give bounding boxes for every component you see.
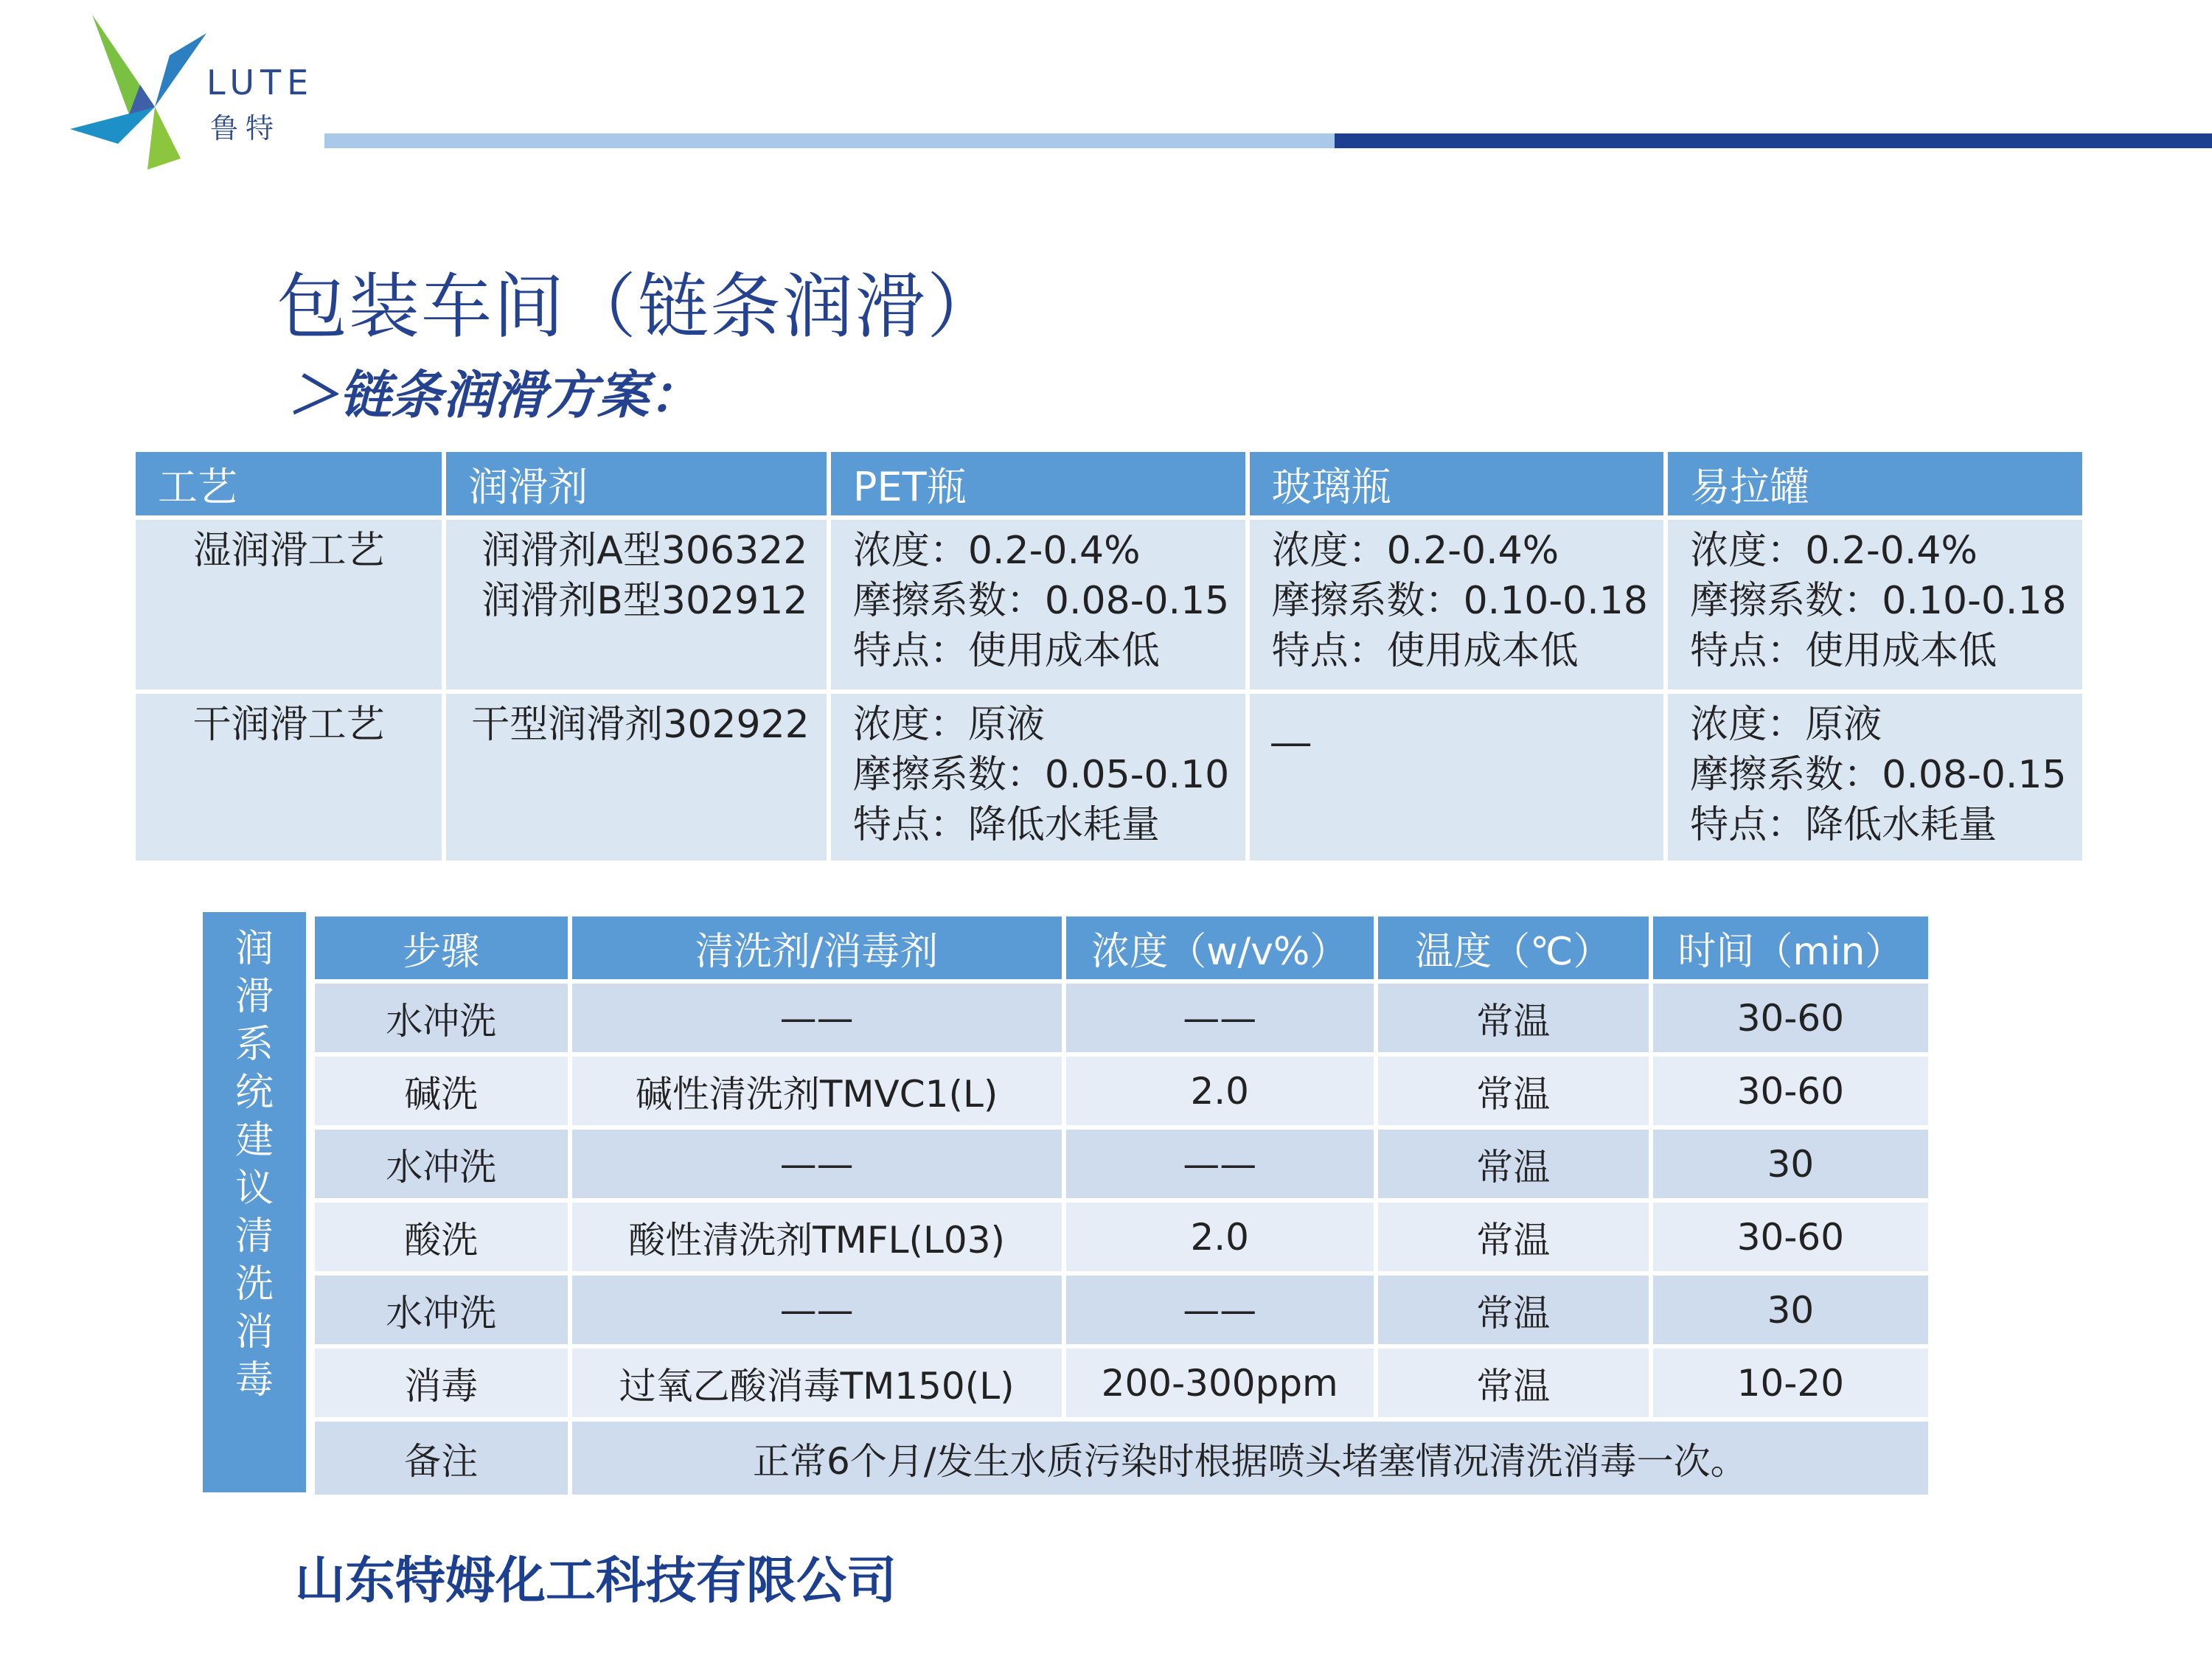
cell-line: 浓度：原液 [1690,703,1882,747]
cell-line: 浓度：0.2-0.4% [852,529,1141,573]
cell-temperature: 常温 [1376,981,1651,1054]
side-char: 清 [234,1214,274,1259]
cell-line: __ [1271,703,1310,747]
header-concentration: 浓度（w/v%） [1064,914,1376,981]
cell-line: 润滑剂A型306322 [481,529,808,573]
table-row [313,1054,1930,1127]
cell-step: 碱洗 [313,1054,570,1127]
lubrication-plan-table [131,448,2087,865]
header-bar-light [324,133,1335,148]
cell-can [1666,692,2084,863]
side-char: 建 [234,1119,274,1163]
cell-agent: 过氧乙酸消毒TM150(L) [570,1346,1064,1419]
cell-agent: —— [570,1273,1064,1346]
cell-time: 30 [1651,1273,1930,1346]
cell-agent: —— [570,1127,1064,1200]
side-char: 系 [234,1023,274,1067]
side-char: 消 [234,1310,274,1354]
header-process: 工艺 [133,450,444,518]
cell-line: 摩擦系数：0.08-0.15 [852,579,1230,623]
cell-line: 特点：使用成本低 [852,629,1160,673]
table-row [313,981,1930,1054]
header-agent: 清洗剂/消毒剂 [570,914,1064,981]
header-glass: 玻璃瓶 [1248,450,1666,518]
header-pet: PET瓶 [829,450,1248,518]
cell-temperature: 常温 [1376,1273,1651,1346]
cell-concentration: 2.0 [1064,1054,1376,1127]
cell-agent: 碱性清洗剂TMVC1(L) [570,1054,1064,1127]
cell-agent: 酸性清洗剂TMFL(L03) [570,1200,1064,1273]
table-row [133,518,2084,692]
header-bar-dark [1335,133,2212,148]
table-header-row [133,450,2084,518]
cell-temperature: 常温 [1376,1200,1651,1273]
company-name-footer: 山东特姆化工科技有限公司 [295,1552,897,1610]
cell-note-text: 正常6个月/发生水质污染时根据喷头堵塞情况清洗消毒一次。 [570,1419,1930,1497]
side-char: 统 [234,1071,274,1115]
cell-concentration: —— [1064,1127,1376,1200]
cell-time: 10-20 [1651,1346,1930,1419]
cell-concentration: 200-300ppm [1064,1346,1376,1419]
cell-note-label: 备注 [313,1419,570,1497]
cell-step: 水冲洗 [313,981,570,1054]
table-row [313,1200,1930,1273]
cell-step: 水冲洗 [313,1273,570,1346]
cell-time: 30-60 [1651,981,1930,1054]
cell-line: 特点：使用成本低 [1271,629,1579,673]
side-char: 议 [234,1166,274,1211]
cell-line: 特点：使用成本低 [1690,629,1997,673]
table-row [133,692,2084,863]
logo-subname: 鲁特 [210,112,282,145]
cell-pet [829,692,1248,863]
side-char: 毒 [234,1358,274,1402]
cell-line: 摩擦系数：0.10-0.18 [1271,579,1648,623]
cell-glass [1248,692,1666,863]
cell-line: 特点：降低水耗量 [1690,803,1997,847]
page-title: 包装车间（链条润滑） [276,265,999,348]
table-header-row [313,914,1930,981]
cell-line: 摩擦系数：0.10-0.18 [1690,579,2067,623]
cell-temperature: 常温 [1376,1054,1651,1127]
cell-glass [1248,518,1666,692]
cell-can [1666,518,2084,692]
company-logo [59,11,332,181]
table-row [313,1346,1930,1419]
table-row [313,1127,1930,1200]
cell-lubricant [444,692,829,863]
cell-line: 干型润滑剂302922 [471,703,810,747]
cell-process: 湿润滑工艺 [133,518,444,692]
cell-time: 30 [1651,1127,1930,1200]
cell-step: 酸洗 [313,1200,570,1273]
lute-logo-icon [59,11,206,181]
header-temperature: 温度（℃） [1376,914,1651,981]
cell-time: 30-60 [1651,1200,1930,1273]
cell-line: 浓度：0.2-0.4% [1690,529,1978,573]
header-can: 易拉罐 [1666,450,2084,518]
side-char: 润 [234,927,274,971]
cleaning-table [310,912,1933,1499]
cell-concentration: —— [1064,981,1376,1054]
cell-line: 浓度：0.2-0.4% [1271,529,1559,573]
cell-line: 润滑剂B型302912 [481,579,808,623]
header-step: 步骤 [313,914,570,981]
table-row-note [313,1419,1930,1497]
cell-step: 消毒 [313,1346,570,1419]
cell-process: 干润滑工艺 [133,692,444,863]
cell-lubricant [444,518,829,692]
cell-line: 摩擦系数：0.08-0.15 [1690,753,2067,797]
cell-step: 水冲洗 [313,1127,570,1200]
cleaning-side-label [203,912,306,1492]
cell-temperature: 常温 [1376,1127,1651,1200]
table-row [313,1273,1930,1346]
header-time: 时间（min） [1651,914,1930,981]
side-char: 洗 [234,1262,274,1307]
cell-concentration: —— [1064,1273,1376,1346]
side-char: 滑 [234,975,274,1019]
header-lubricant: 润滑剂 [444,450,829,518]
cell-line: 摩擦系数：0.05-0.10 [852,753,1230,797]
cell-temperature: 常温 [1376,1346,1651,1419]
cell-line: 特点：降低水耗量 [852,803,1160,847]
cell-agent: —— [570,981,1064,1054]
logo-name: LUTE [206,63,315,102]
cell-concentration: 2.0 [1064,1200,1376,1273]
cell-time: 30-60 [1651,1054,1930,1127]
cell-pet [829,518,1248,692]
page-subtitle: ＞链条润滑方案： [288,365,700,425]
cell-line: 浓度：原液 [852,703,1045,747]
